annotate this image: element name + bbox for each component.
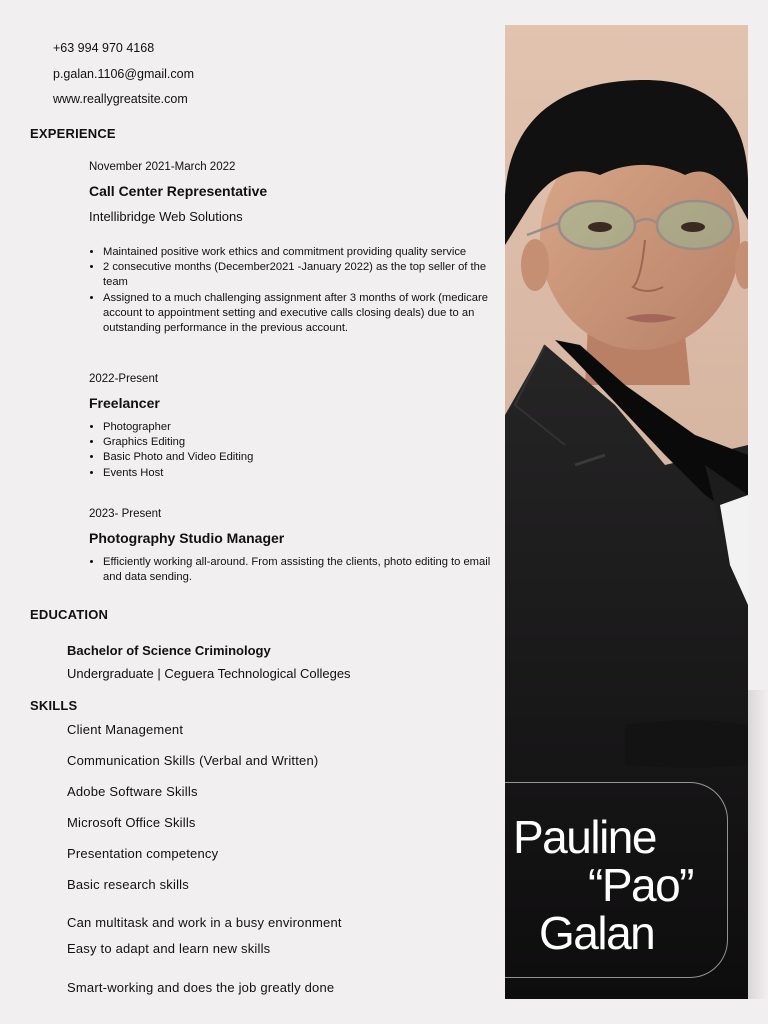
- skill-item: Can multitask and work in a busy environment: [67, 915, 342, 930]
- skill-item: Client Management: [67, 722, 184, 737]
- email-address: p.galan.1106@gmail.com: [53, 67, 195, 81]
- experience-heading: EXPERIENCE: [30, 126, 116, 141]
- job-date: 2022-Present: [89, 373, 159, 385]
- degree: Bachelor of Science Criminology: [67, 643, 271, 658]
- skills-heading: SKILLS: [30, 698, 78, 713]
- job-role: Call Center Representative: [89, 183, 268, 199]
- job-role: Photography Studio Manager: [89, 530, 285, 546]
- website: www.reallygreatsite.com: [53, 92, 188, 106]
- job-bullets: [89, 245, 493, 336]
- job-bullets: [89, 420, 493, 481]
- list-item: • Graphics Editing: [103, 435, 493, 450]
- skill-item: Adobe Software Skills: [67, 784, 198, 799]
- first-name: Pauline: [513, 811, 656, 863]
- education-heading: EDUCATION: [30, 607, 109, 622]
- skill-item: Easy to adapt and learn new skills: [67, 941, 271, 956]
- phone-number: +63 994 970 4168: [53, 41, 155, 55]
- school: Undergraduate | Ceguera Technological Colleges: [67, 666, 351, 681]
- skill-item: Presentation competency: [67, 846, 219, 861]
- skill-item: Smart-working and does the job greatly done: [67, 980, 335, 995]
- list-item: • Maintained positive work ethics and commitment providing quality service: [103, 245, 493, 260]
- skill-item: Communication Skills (Verbal and Written): [67, 753, 319, 768]
- list-item: • Basic Photo and Video Editing: [103, 450, 493, 465]
- list-item: • Assigned to a much challenging assignment after 3 months of work (medicare account to appointment setting and executive calls closing deals) due to an outstanding performance in the previous account.: [103, 291, 493, 337]
- list-item: • 2 consecutive months (December2021 -January 2022) as the top seller of the team: [103, 260, 493, 290]
- last-name: Galan: [539, 907, 655, 959]
- skill-item: Basic research skills: [67, 877, 189, 892]
- job-date: November 2021-March 2022: [89, 161, 236, 173]
- list-item: • Photographer: [103, 420, 493, 435]
- list-item: • Events Host: [103, 466, 493, 481]
- job-company: Intellibridge Web Solutions: [89, 209, 243, 224]
- list-item: • Efficiently working all-around. From assisting the clients, photo editing to email and data sending.: [103, 555, 493, 585]
- nickname: “Pao”: [588, 859, 693, 911]
- job-bullets: [89, 555, 493, 585]
- job-role: Freelancer: [89, 395, 160, 411]
- skill-item: Microsoft Office Skills: [67, 815, 196, 830]
- panel-shadow: [748, 690, 768, 999]
- job-date: 2023- Present: [89, 508, 162, 520]
